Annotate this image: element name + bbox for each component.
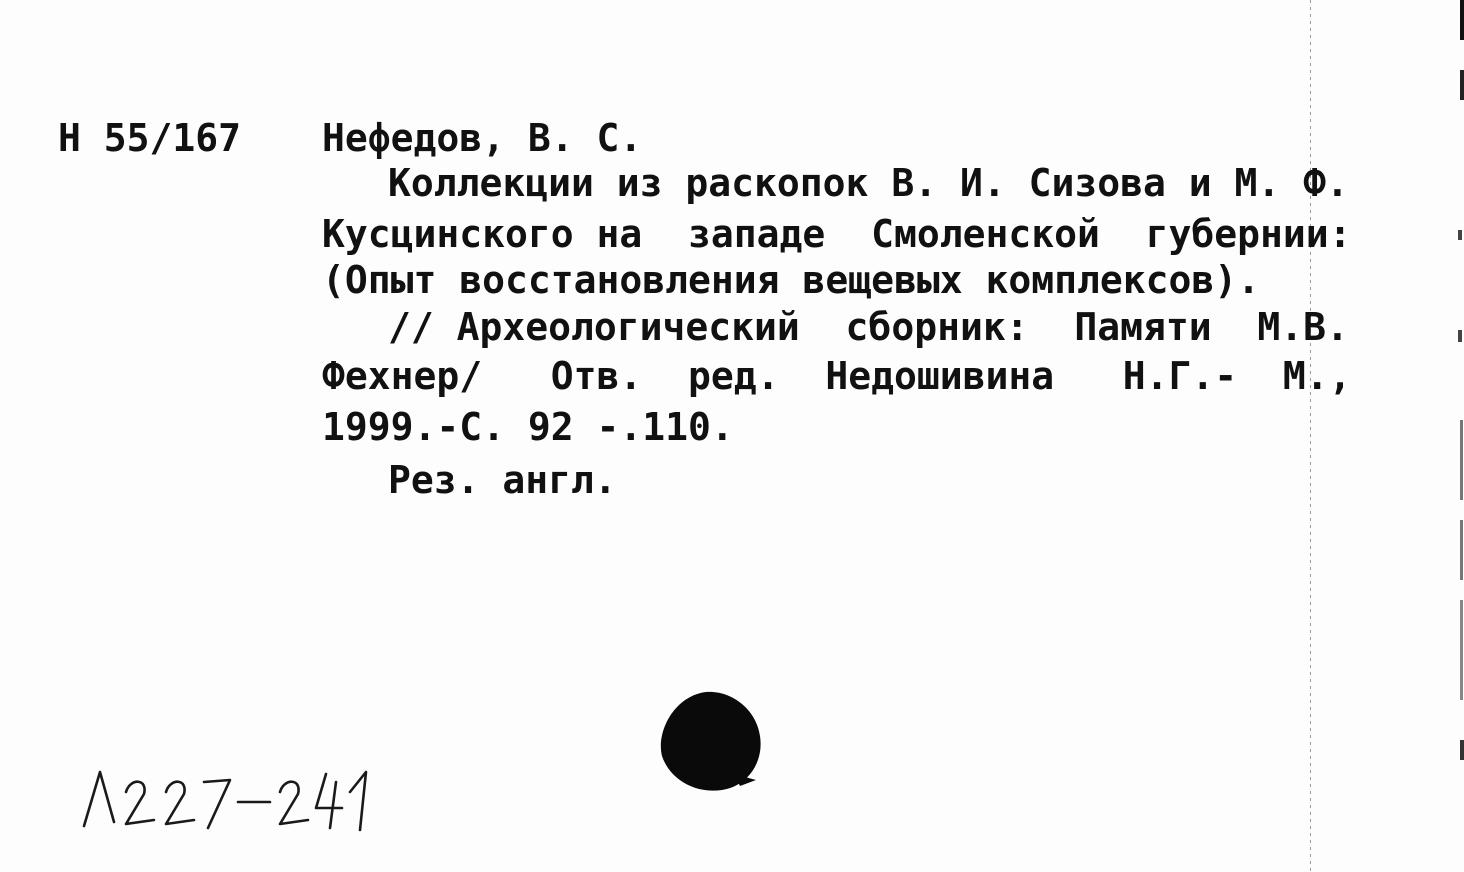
fold-line [1310, 0, 1311, 872]
pages-line: 1999.-С. 92 -.110. [322, 405, 734, 449]
source-line-1: // Археологический сборник: Памяти М.В. [388, 305, 1349, 349]
shelfmark: Н 55/167 [58, 116, 242, 160]
card-edge-marks [1450, 0, 1464, 872]
title-line-1: Коллекции из раскопок В. И. Сизова и М. Ф. [388, 161, 1349, 205]
title-line-3: (Опыт восстановления вещевых комплексов). [322, 258, 1260, 302]
source-line-2: Фехнер/ Отв. ред. Недошивина Н.Г.- М., [322, 354, 1352, 398]
title-line-2: Кусцинского на западе Смоленской губернии: [322, 212, 1352, 256]
handwritten-inventory-number [80, 752, 380, 842]
punch-hole [656, 688, 766, 798]
summary-note: Рез. англ. [388, 458, 617, 502]
author-line: Нефедов, В. С. [322, 116, 643, 160]
